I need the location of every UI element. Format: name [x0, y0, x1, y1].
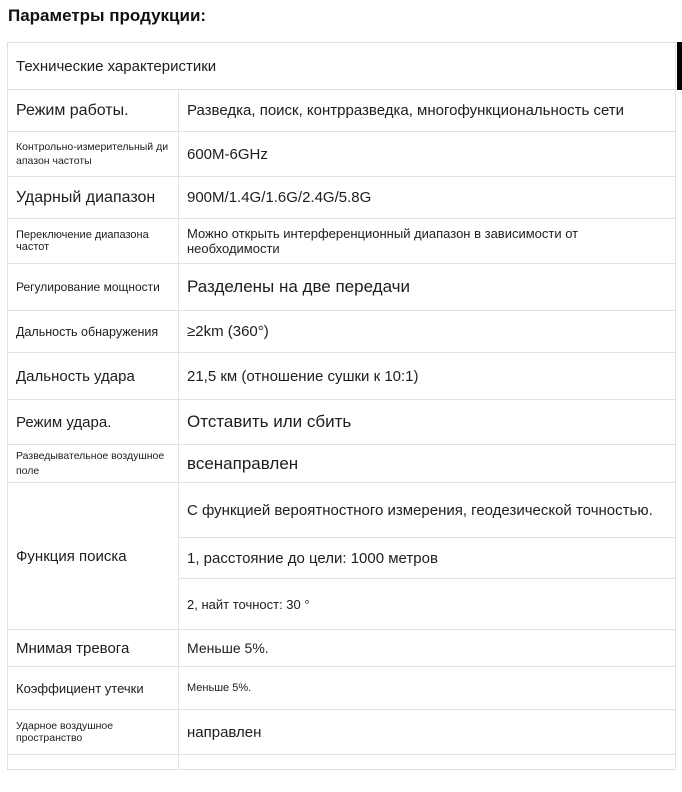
table-row	[8, 177, 676, 219]
spec-label: Мнимая тревога	[8, 630, 179, 667]
table-row	[8, 132, 676, 177]
table-row	[8, 400, 676, 445]
spec-value: 1, расстояние до цели: 1000 метров	[179, 538, 676, 579]
spec-value: Отставить или сбить	[179, 400, 676, 445]
spec-value-empty	[179, 755, 676, 770]
spec-value: ≥2km (360°)	[179, 311, 676, 353]
spec-label: Регулирование мощности	[8, 264, 179, 311]
table-row-partial	[8, 755, 676, 770]
spec-label: Режим работы.	[8, 90, 179, 132]
spec-value: всенаправлен	[179, 445, 676, 483]
scrollbar-thumb[interactable]	[677, 42, 682, 90]
spec-label: Режим удара.	[8, 400, 179, 445]
page-title: Параметры продукции:	[8, 6, 207, 25]
table-header: Технические характеристики	[8, 43, 676, 90]
table-row	[8, 219, 676, 264]
table-row	[8, 90, 676, 132]
table-row	[8, 353, 676, 400]
spec-label-empty	[8, 755, 179, 770]
spec-value: Разделены на две передачи	[179, 264, 676, 311]
spec-label: Контрольно-измерительный диапазон частоты	[8, 132, 179, 177]
spec-value: 2, найт точност: 30 °	[179, 579, 676, 630]
table-row	[8, 710, 676, 755]
table-row	[8, 264, 676, 311]
spec-label: Переключение диапазона частот	[8, 219, 179, 264]
spec-value: Разведка, поиск, контрразведка, многофункциональность сети	[179, 90, 676, 132]
spec-table	[7, 42, 676, 770]
table-row	[8, 311, 676, 353]
spec-label-funkciya-poiska: Функция поиска	[8, 483, 179, 630]
table-row	[8, 43, 676, 90]
table-row	[8, 483, 676, 538]
spec-value: 21,5 км (отношение сушки к 10:1)	[179, 353, 676, 400]
spec-value: 900M/1.4G/1.6G/2.4G/5.8G	[179, 177, 676, 219]
table-row	[8, 667, 676, 710]
spec-label: Разведывательное воздушное поле	[8, 445, 179, 483]
spec-label: Дальность удара	[8, 353, 179, 400]
spec-label: Ударный диапазон	[8, 177, 179, 219]
table-row	[8, 630, 676, 667]
table-row	[8, 445, 676, 483]
spec-label: Ударное воздушное пространство	[8, 710, 179, 755]
spec-value: С функцией вероятностного измерения, геодезической точностью.	[179, 483, 676, 538]
spec-value: 600M-6GHz	[179, 132, 676, 177]
spec-value: Можно открыть интерференционный диапазон в зависимости от необходимости	[179, 219, 676, 264]
spec-value: направлен	[179, 710, 676, 755]
spec-value: Меньше 5%.	[179, 630, 676, 667]
spec-value: Меньше 5%.	[179, 667, 676, 710]
spec-table-area	[7, 42, 682, 770]
spec-label: Коэффициент утечки	[8, 667, 179, 710]
spec-label: Дальность обнаружения	[8, 311, 179, 353]
